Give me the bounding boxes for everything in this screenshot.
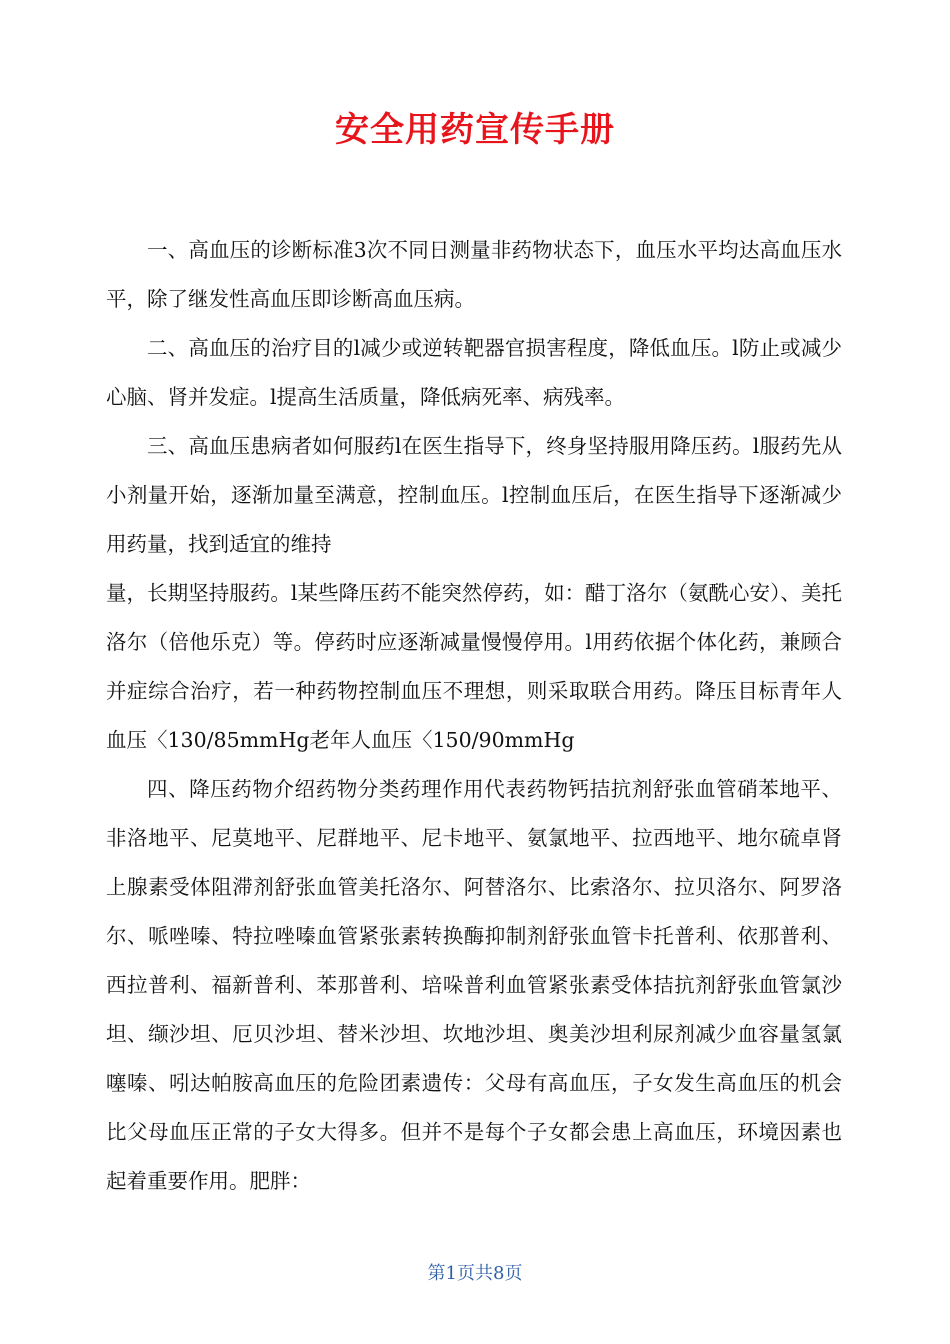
paragraph-diagnosis: 一、高血压的诊断标准3次不同日测量非药物状态下，血压水平均达高血压水平，除了继发性高血压即诊断高血压病。 bbox=[106, 238, 842, 311]
paragraph-drug-introduction: 四、降压药物介绍药物分类药理作用代表药物钙拮抗剂舒张血管硝苯地平、非洛地平、尼莫地平、尼群地平、尼卡地平、氨氯地平、拉西地平、地尔硫卓肾上腺素受体阻滞剂舒张血管美托洛尔、阿替洛尔、比索洛尔、拉贝洛尔、阿罗洛尔、哌唑嗪、特拉唑嗪血管紧张素转换酶抑制剂舒张血管卡托普利、依那普利、西拉普利、福新普利、苯那普利、培哚普利血管紧张素受体拮抗剂舒张血管氯沙坦、缬沙坦、厄贝沙坦、替米沙坦、坎地沙坦、奥美沙坦利尿剂减少血容量氢氯噻嗪、吲达帕胺高血压的危险团素遗传：父母有高血压，子女发生高血压的机会比父母血压正常的子女大得多。但并不是每个子女都会患上高血压，环境因素也起着重要作用。肥胖： bbox=[106, 777, 842, 1193]
document-title: 安全用药宣传手册 bbox=[335, 110, 615, 150]
paragraph-medication-guidance: 三、高血压患病者如何服药l在医生指导下，终身坚持服用降压药。l服药先从小剂量开始，逐渐加量至满意，控制血压。l控制血压后，在医生指导下逐渐减少用药量，找到适宜的维持 bbox=[106, 434, 842, 556]
paragraph-treatment-goals: 二、高血压的治疗目的l减少或逆转靶器官损害程度，降低血压。l防止或减少心脑、肾并发症。l提高生活质量，降低病死率、病残率。 bbox=[106, 336, 842, 409]
document-body bbox=[106, 226, 842, 1206]
paragraph-medication-guidance-continued: 量，长期坚持服药。l某些降压药不能突然停药，如：醋丁洛尔（氨酰心安）、美托洛尔（倍他乐克）等。停药时应逐渐减量慢慢停用。l用药依据个体化药，兼顾合并症综合治疗，若一种药物控制血压不理想，则采取联合用药。降压目标青年人血压〈130/85mmHg老年人血压〈150/90mmHg bbox=[106, 581, 842, 752]
page-number-footer: 第1页共8页 bbox=[427, 1263, 523, 1284]
